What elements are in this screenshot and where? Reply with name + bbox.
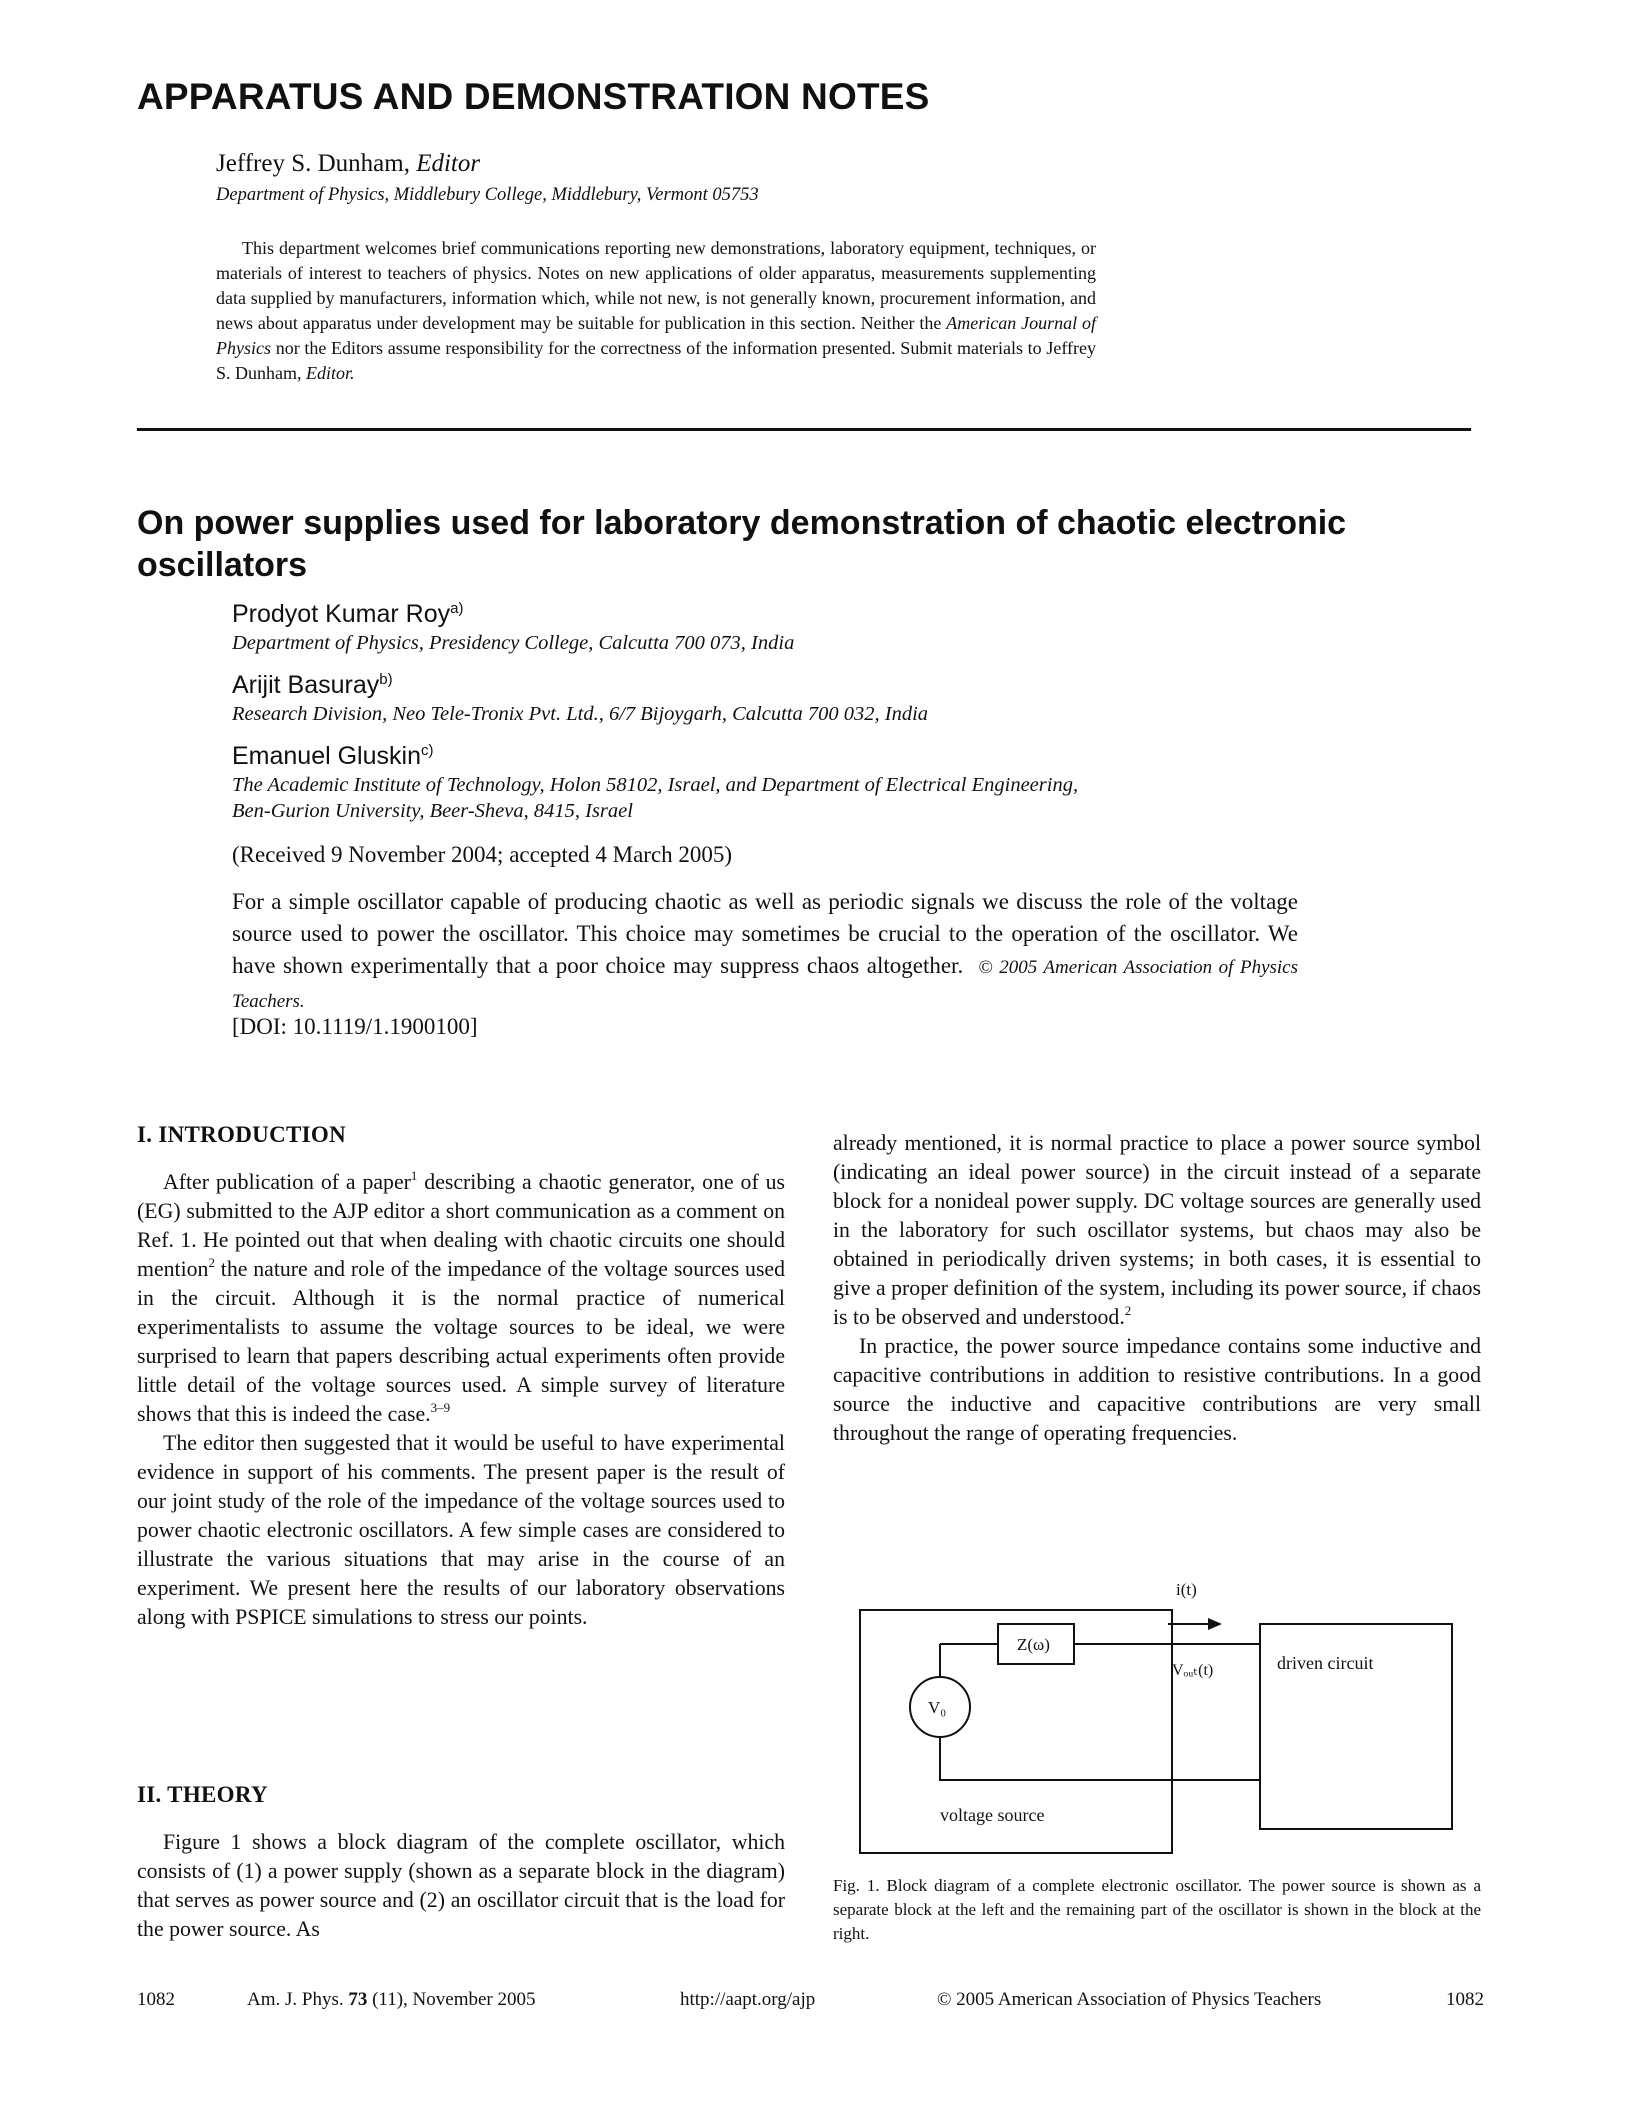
author-name-text: Prodyot Kumar Roy [232, 600, 451, 628]
department-notice [216, 236, 1096, 386]
text-run: the nature and role of the impedance of the voltage sources used in the circuit. Although it is the normal practice of numerical experimentalists to assume the voltage sources to be ideal, we were surprised to learn that papers describing actual experiments often provide little detail of the voltage sources used. A simple survey of literature shows that this is indeed the case. [137, 1257, 785, 1426]
bottom-wire [940, 1737, 1260, 1780]
source-label: V₀ [928, 1698, 947, 1717]
text-run: already mentioned, it is normal practice to place a power source symbol (indicating an ideal power source) in the circuit instead of a separate block for a nonideal power supply. DC voltage sources are generally used in the laboratory for such oscillator systems, but chaos may also be obtained in periodically driven systems; in both cases, it is essential to give a proper definition of the system, including its power source, if chaos is to be observed and understood. [833, 1131, 1481, 1329]
block-diagram-figure [830, 1560, 1480, 1870]
journal-url[interactable]: http://aapt.org/ajp [680, 1989, 816, 2010]
author-affiliation: Research Division, Neo Tele-Tronix Pvt. Ltd., 6/7 Bijoygarh, Calcutta 700 032, India [232, 703, 929, 725]
journal-volume: 73 [348, 1989, 368, 2010]
theory-paragraph: Figure 1 shows a block diagram of the complete oscillator, which consists of (1) a power supply (shown as a separate block in the diagram) that serves as power source and (2) an oscillator circuit that is the load for the power source. As [137, 1830, 785, 1941]
author-name [232, 742, 433, 771]
author-name-text: Arijit Basuray [232, 671, 380, 699]
reference-mark: 2 [208, 1255, 215, 1270]
author-affiliation: The Academic Institute of Technology, Holon 58102, Israel, and Department of Electrical Engineering, [232, 774, 1079, 796]
doi: [DOI: 10.1119/1.1900100] [232, 1014, 478, 1039]
current-label: i(t) [1176, 1580, 1197, 1599]
introduction-paragraph: The editor then suggested that it would be useful to have experimental evidence in support of his comments. The present paper is the result of our joint study of the role of the impedance of the voltage sources used to power chaotic electronic oscillators. A few simple cases are considered to illustrate the various situations that may arise in the course of an experiment. We present here the results of our laboratory observations along with PSPICE simulations to stress our points. [137, 1431, 785, 1629]
page-number-right: 1082 [1446, 1989, 1484, 2010]
author-name [232, 600, 463, 629]
editor-name-text: Jeffrey S. Dunham, [216, 150, 410, 177]
author-affiliation: Ben-Gurion University, Beer-Sheva, 8415, Israel [232, 800, 633, 822]
author-mark: a) [450, 600, 464, 617]
voltage-source-label: voltage source [940, 1805, 1045, 1825]
vout-label: Vₒᵤₜ(t) [1172, 1662, 1214, 1679]
introduction-heading: I. INTRODUCTION [137, 1122, 346, 1147]
editor-role: Editor [416, 150, 481, 177]
page-number-left: 1082 [137, 1989, 175, 2010]
notice-editor: Editor. [306, 363, 355, 383]
theory-body [137, 1828, 785, 1944]
reference-mark: 2 [1124, 1303, 1132, 1318]
author-name-text: Emanuel Gluskin [232, 742, 421, 770]
impedance-label: Z(ω) [1017, 1635, 1050, 1654]
figure-caption: Fig. 1. Block diagram of a complete electronic oscillator. The power source is shown as a separate block at the left and the remaining part of the oscillator is shown in the block at the right. [833, 1876, 1481, 1943]
section-title: APPARATUS AND DEMONSTRATION NOTES [137, 76, 930, 117]
editor-department: Department of Physics, Middlebury College, Middlebury, Vermont 05753 [216, 185, 759, 205]
introduction-paragraph [137, 1168, 785, 1429]
notice-text-b: nor the Editors assume responsibility for the correctness of the information presented. Submit materials to Jeffrey S. Dunham, [216, 338, 1097, 383]
author-name [232, 671, 393, 700]
reference-mark: 3–9 [430, 1400, 451, 1415]
journal-issue: (11), November 2005 [372, 1989, 536, 2010]
abstract-copyright: © 2005 American Association of Physics Teachers. [232, 957, 1299, 1012]
author-affiliation: Department of Physics, Presidency College, Calcutta 700 073, India [232, 632, 795, 654]
driven-circuit-label: driven circuit [1277, 1653, 1374, 1673]
abstract [232, 886, 1298, 1018]
received-dates: (Received 9 November 2004; accepted 4 March 2005) [232, 842, 733, 867]
body-paragraph: In practice, the power source impedance contains some inductive and capacitive contributions in addition to resistive contributions. In a good source the inductive and capacitive contributions are very small throughout the range of operating frequencies. [833, 1334, 1481, 1445]
journal-name: Am. J. Phys. [247, 1989, 344, 2010]
notice-text-a: This department welcomes brief communications reporting new demonstrations, laboratory equipment, techniques, or materials of interest to teachers of physics. Notes on new applications of older apparatus, measurements supplementing data supplied by manufacturers, information which, while not new, is not generally known, procurement information, and news about apparatus under development may be suitable for publication in this section. Neither the [216, 238, 1096, 333]
journal-citation [247, 1989, 536, 2011]
paper-title: On power supplies used for laboratory demonstration of chaotic electronic oscillators [137, 504, 1347, 584]
editor-name [216, 150, 480, 178]
body-paragraph [833, 1129, 1481, 1332]
introduction-body [137, 1168, 785, 1632]
reference-mark: 1 [410, 1168, 418, 1183]
theory-heading: II. THEORY [137, 1782, 268, 1807]
notice-journal: American Journal of Physics [216, 313, 1097, 358]
right-column-body [833, 1129, 1481, 1448]
author-mark: c) [420, 742, 434, 759]
author-mark: b) [379, 671, 393, 688]
text-run: After publication of a paper [163, 1170, 411, 1194]
text-run: describing a chaotic generator, one of us (EG) submitted to the AJP editor a short communication as a comment on Ref. 1. He pointed out that when dealing with chaotic circuits one should mention [137, 1170, 785, 1281]
abstract-text: For a simple oscillator capable of producing chaotic as well as periodic signals we discuss the role of the voltage source used to power the oscillator. This choice may sometimes be crucial to the operation of the oscillator. We have shown experimentally that a poor choice may suppress chaos altogether. [232, 889, 1298, 978]
header-rule [137, 428, 1471, 431]
footer-copyright: © 2005 American Association of Physics Teachers [937, 1989, 1322, 2010]
current-arrow-head [1208, 1618, 1222, 1630]
